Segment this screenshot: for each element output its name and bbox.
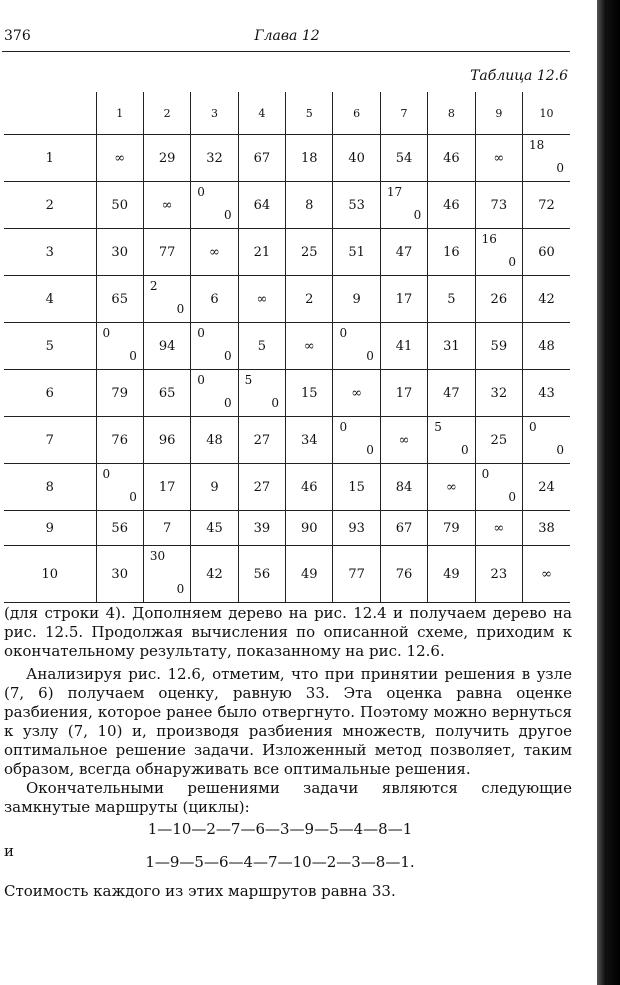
table-cell xyxy=(143,229,190,276)
table-cell xyxy=(380,135,427,182)
cell-value: ∞ xyxy=(114,150,126,166)
cell-value: 79 xyxy=(111,385,128,401)
cell-zero-value: 0 xyxy=(224,208,232,222)
cell-value: 59 xyxy=(490,338,508,354)
cell-value: 49 xyxy=(300,566,318,582)
column-header-3: 3 xyxy=(191,92,238,135)
table-cell xyxy=(191,417,238,464)
cell-value: ∞ xyxy=(256,291,268,307)
cell-value: ∞ xyxy=(493,150,505,166)
cell-value: ∞ xyxy=(493,520,505,536)
cell-reduction-value: 0 xyxy=(102,467,111,481)
cell-value: ∞ xyxy=(446,479,457,495)
paragraph-3: Окончательными решениями задачи являются следующие замкнутые маршруты (циклы): xyxy=(4,779,572,816)
table-cell xyxy=(191,370,238,417)
cell-value: 56 xyxy=(111,520,128,536)
table-cell xyxy=(333,417,380,464)
cell-reduction-value: 5 xyxy=(434,420,442,434)
table-cell xyxy=(428,546,475,603)
cell-value: 67 xyxy=(253,150,271,166)
table-cell xyxy=(286,182,333,229)
cell-value: 23 xyxy=(490,566,508,582)
table-body xyxy=(4,135,570,603)
table-cell xyxy=(143,511,190,546)
cell-value: 21 xyxy=(253,244,271,260)
cell-value: 54 xyxy=(395,150,413,166)
cell-reduction-value: 16 xyxy=(481,232,497,246)
cell-reduction-value: 0 xyxy=(197,373,205,387)
cell-value: 48 xyxy=(538,338,555,354)
table-cell xyxy=(143,323,190,370)
table-cell xyxy=(96,135,143,182)
table-cell xyxy=(523,370,570,417)
table-cell xyxy=(238,511,285,546)
table-cell xyxy=(286,135,333,182)
cell-value: 42 xyxy=(538,291,555,307)
table-cell xyxy=(191,229,238,276)
paragraph-analysis xyxy=(4,665,572,779)
cell-value: 90 xyxy=(300,520,318,536)
cell-value: 46 xyxy=(300,479,318,495)
cell-value: 6 xyxy=(210,291,219,307)
table-cell xyxy=(143,276,190,323)
cell-value: ∞ xyxy=(209,244,220,260)
cell-reduction-value: 0 xyxy=(197,185,205,199)
cell-value: 51 xyxy=(348,244,365,260)
cell-value: 9 xyxy=(210,479,219,495)
table-row xyxy=(4,323,570,370)
table-cell xyxy=(475,511,522,546)
table-cell xyxy=(238,135,285,182)
column-header-10: 10 xyxy=(523,92,570,135)
cell-value: 76 xyxy=(395,566,413,582)
table-cell xyxy=(96,276,143,323)
table-header-row xyxy=(4,92,570,135)
table-cell xyxy=(428,323,475,370)
table-cell xyxy=(523,182,570,229)
table-cell xyxy=(333,135,380,182)
table-row xyxy=(4,182,570,229)
table-cell xyxy=(96,229,143,276)
table-cell xyxy=(333,182,380,229)
column-header-6: 6 xyxy=(333,92,380,135)
table-cell xyxy=(475,229,522,276)
cell-value: 84 xyxy=(395,479,413,495)
table-cell xyxy=(428,464,475,511)
cell-value: 65 xyxy=(158,385,176,401)
column-header-9: 9 xyxy=(475,92,522,135)
row-header-2: 2 xyxy=(4,182,96,229)
column-header-8: 8 xyxy=(428,92,475,135)
table-cell xyxy=(475,135,522,182)
table-cell xyxy=(380,546,427,603)
table-row xyxy=(4,546,570,603)
table-cell xyxy=(333,511,380,546)
table-cell xyxy=(475,323,522,370)
cell-value: 96 xyxy=(158,432,176,448)
cell-value: 47 xyxy=(395,244,413,260)
table-cell xyxy=(238,323,285,370)
cell-zero-value: 0 xyxy=(460,443,469,457)
cell-zero-value: 0 xyxy=(508,490,517,504)
cell-value: 17 xyxy=(395,291,413,307)
cell-value: ∞ xyxy=(161,197,173,213)
table-cell xyxy=(333,370,380,417)
cell-zero-value: 0 xyxy=(271,396,280,410)
cell-zero-value: 0 xyxy=(508,255,517,269)
cell-reduction-value: 2 xyxy=(149,279,158,293)
cell-zero-value: 0 xyxy=(556,161,564,175)
cell-reduction-value: 18 xyxy=(529,138,545,152)
table-cell xyxy=(286,276,333,323)
cell-value: ∞ xyxy=(541,566,552,582)
table-cell xyxy=(286,370,333,417)
table-cell xyxy=(333,464,380,511)
cell-value: 8 xyxy=(305,197,314,213)
paragraph-2: Анализируя рис. 12.6, отметим, что при принятии решения в узле (7, 6) получаем оценку, равную 33. Эта оценка равна оценке разбиения, которое ранее было отвергнуто. Поэтому можно вернуться к узлу (7, 10) и, производя разбиения множеств, получить другое оптимальное решение задачи. Изложенный метод позволяет, таким образом, всегда обнаруживать все оптимальные решения. xyxy=(4,665,572,778)
page-header xyxy=(4,28,570,48)
table-row xyxy=(4,229,570,276)
column-header-1: 1 xyxy=(96,92,143,135)
conjunction: и xyxy=(4,842,14,860)
table-cell xyxy=(286,417,333,464)
cell-zero-value: 0 xyxy=(224,396,232,410)
table-cell xyxy=(428,370,475,417)
table-row xyxy=(4,417,570,464)
cell-value: 41 xyxy=(395,338,413,354)
row-header-10: 10 xyxy=(4,546,96,603)
cell-reduction-value: 0 xyxy=(102,326,111,340)
table-cell xyxy=(523,511,570,546)
table-cell xyxy=(380,417,427,464)
cell-value: 15 xyxy=(300,385,318,401)
table-cell xyxy=(286,511,333,546)
cell-value: 40 xyxy=(348,150,365,166)
cell-value: 65 xyxy=(111,291,128,307)
table-cell xyxy=(96,546,143,603)
table-cell xyxy=(191,276,238,323)
table-cell xyxy=(523,135,570,182)
table-cell xyxy=(428,135,475,182)
cell-value: 7 xyxy=(162,520,172,536)
table-cell xyxy=(191,323,238,370)
row-header-9: 9 xyxy=(4,511,96,546)
cell-zero-value: 0 xyxy=(129,490,137,504)
row-header-4: 4 xyxy=(4,276,96,323)
cell-value: 24 xyxy=(538,479,555,495)
table-cell xyxy=(475,370,522,417)
cell-value: 53 xyxy=(348,197,365,213)
cell-value: 26 xyxy=(490,291,508,307)
column-header-2: 2 xyxy=(143,92,190,135)
table-cell xyxy=(475,546,522,603)
table-cell xyxy=(475,182,522,229)
cell-value: 47 xyxy=(443,385,460,401)
cell-value: 49 xyxy=(443,566,460,582)
table-cell xyxy=(191,464,238,511)
cell-value: 77 xyxy=(348,566,365,582)
table-cell xyxy=(380,464,427,511)
paragraph-continuation xyxy=(4,604,572,661)
table-cell xyxy=(286,546,333,603)
cell-value: 46 xyxy=(443,150,460,166)
table-cell xyxy=(523,546,570,603)
table-cell xyxy=(428,182,475,229)
cell-value: 72 xyxy=(538,197,555,213)
table-caption: Таблица 12.6 xyxy=(470,68,568,84)
cell-reduction-value: 0 xyxy=(339,326,348,340)
running-head: Глава 12 xyxy=(254,28,320,44)
cell-reduction-value: 17 xyxy=(386,185,403,199)
cell-zero-value: 0 xyxy=(413,208,422,222)
table-cell xyxy=(428,229,475,276)
table-cell xyxy=(523,276,570,323)
cell-value: 34 xyxy=(300,432,318,448)
cell-value: 60 xyxy=(538,244,555,260)
cell-value: 64 xyxy=(253,197,271,213)
cell-reduction-value: 0 xyxy=(197,326,205,340)
cell-value: 2 xyxy=(305,291,314,307)
cell-value: 16 xyxy=(443,244,460,260)
cell-zero-value: 0 xyxy=(366,443,374,457)
table-cell xyxy=(238,417,285,464)
column-header-5: 5 xyxy=(286,92,333,135)
table-cell xyxy=(286,323,333,370)
table-cell xyxy=(286,464,333,511)
cell-value: ∞ xyxy=(303,338,315,354)
row-header-6: 6 xyxy=(4,370,96,417)
route-2: 1—9—5—6—4—7—10—2—3—8—1. xyxy=(145,853,415,871)
table-cell xyxy=(380,370,427,417)
cell-value: 30 xyxy=(111,244,128,260)
row-header-3: 3 xyxy=(4,229,96,276)
cell-value: 77 xyxy=(158,244,176,260)
table-cell xyxy=(96,182,143,229)
table-cell xyxy=(238,182,285,229)
table-cell xyxy=(286,229,333,276)
cell-value: 38 xyxy=(538,520,555,536)
table-cell xyxy=(96,511,143,546)
cell-reduction-value: 0 xyxy=(529,420,537,434)
table-cell xyxy=(523,417,570,464)
cell-value: 48 xyxy=(206,432,223,448)
table-cell xyxy=(380,182,427,229)
cell-value: 30 xyxy=(111,566,128,582)
table-row xyxy=(4,276,570,323)
cell-value: 79 xyxy=(443,520,460,536)
corner-cell xyxy=(4,92,96,135)
table-cell xyxy=(191,135,238,182)
cell-value: 17 xyxy=(158,479,176,495)
table-cell xyxy=(380,323,427,370)
row-header-7: 7 xyxy=(4,417,96,464)
table-cell xyxy=(333,229,380,276)
table-cell xyxy=(523,229,570,276)
table-cell xyxy=(475,417,522,464)
column-header-4: 4 xyxy=(238,92,285,135)
table-cell xyxy=(96,370,143,417)
page-number: 376 xyxy=(4,28,31,44)
cell-zero-value: 0 xyxy=(366,349,374,363)
cell-value: 94 xyxy=(158,338,176,354)
cell-value: 17 xyxy=(395,385,413,401)
page-edge-shadow xyxy=(597,0,620,985)
cell-value: 27 xyxy=(253,479,271,495)
row-header-1: 1 xyxy=(4,135,96,182)
cell-value: 67 xyxy=(395,520,413,536)
table-cell xyxy=(191,182,238,229)
table-cell xyxy=(428,417,475,464)
table-cell xyxy=(238,464,285,511)
cell-value: 32 xyxy=(206,150,223,166)
cell-reduction-value: 5 xyxy=(244,373,253,387)
cell-value: 5 xyxy=(257,338,266,354)
table-cell xyxy=(238,229,285,276)
cell-value: 9 xyxy=(352,291,361,307)
cell-value: 43 xyxy=(538,385,555,401)
cell-value: 93 xyxy=(348,520,365,536)
table-cell xyxy=(380,276,427,323)
cell-value: 45 xyxy=(206,520,223,536)
table-cell xyxy=(96,417,143,464)
table-row xyxy=(4,370,570,417)
cell-reduction-value: 30 xyxy=(149,549,166,563)
table-cell xyxy=(96,323,143,370)
cell-value: 25 xyxy=(490,432,508,448)
cell-value: 15 xyxy=(348,479,365,495)
cell-value: 73 xyxy=(490,197,508,213)
paragraph-1: (для строки 4). Дополняем дерево на рис. 12.4 и получаем дерево на рис. 12.5. Продолжая вычисления по описанной схеме, приходим к окончательному результату, показанному на рис. 12.6. xyxy=(4,604,572,660)
table-cell xyxy=(238,546,285,603)
cell-value: 76 xyxy=(111,432,128,448)
cell-value: 46 xyxy=(443,197,460,213)
cell-value: 42 xyxy=(206,566,223,582)
cell-zero-value: 0 xyxy=(224,349,232,363)
table-cell xyxy=(191,546,238,603)
cell-value: 27 xyxy=(253,432,271,448)
cell-value: 18 xyxy=(300,150,318,166)
table-cell xyxy=(523,464,570,511)
table-cell xyxy=(333,276,380,323)
table-cell xyxy=(238,276,285,323)
column-header-7: 7 xyxy=(380,92,427,135)
cell-value: 5 xyxy=(447,291,456,307)
header-rule xyxy=(2,51,570,52)
cell-value: 31 xyxy=(443,338,460,354)
table-cell xyxy=(191,511,238,546)
cell-zero-value: 0 xyxy=(176,302,185,316)
table-cell xyxy=(333,546,380,603)
cell-zero-value: 0 xyxy=(176,582,185,596)
row-header-8: 8 xyxy=(4,464,96,511)
table-cell xyxy=(143,417,190,464)
cell-value: 56 xyxy=(253,566,271,582)
table-cell xyxy=(143,546,190,603)
cell-value: ∞ xyxy=(398,432,410,448)
table-cell xyxy=(143,370,190,417)
table-cell xyxy=(475,276,522,323)
table-cell xyxy=(143,182,190,229)
table-row xyxy=(4,511,570,546)
table-row xyxy=(4,464,570,511)
table-cell xyxy=(523,323,570,370)
cell-value: ∞ xyxy=(351,385,363,401)
table-cell xyxy=(143,135,190,182)
table-cell xyxy=(428,276,475,323)
table-cell xyxy=(238,370,285,417)
route-1: 1—10—2—7—6—3—9—5—4—8—1 xyxy=(147,820,413,838)
paragraph-solutions xyxy=(4,779,572,817)
table-cell xyxy=(143,464,190,511)
cost-matrix-table xyxy=(4,92,570,603)
cell-value: 25 xyxy=(300,244,318,260)
cell-reduction-value: 0 xyxy=(339,420,348,434)
cell-value: 50 xyxy=(111,197,128,213)
cell-value: 39 xyxy=(253,520,271,536)
cell-value: 29 xyxy=(158,150,176,166)
table-cell xyxy=(380,229,427,276)
cell-zero-value: 0 xyxy=(556,443,564,457)
cell-reduction-value: 0 xyxy=(481,467,490,481)
row-header-5: 5 xyxy=(4,323,96,370)
cell-value: 32 xyxy=(490,385,508,401)
table-cell xyxy=(428,511,475,546)
table-cell xyxy=(475,464,522,511)
table-cell xyxy=(333,323,380,370)
paragraph-4: Стоимость каждого из этих маршрутов равна 33. xyxy=(4,882,396,900)
table-cell xyxy=(96,464,143,511)
table-row xyxy=(4,135,570,182)
table-cell xyxy=(380,511,427,546)
cell-zero-value: 0 xyxy=(129,349,137,363)
